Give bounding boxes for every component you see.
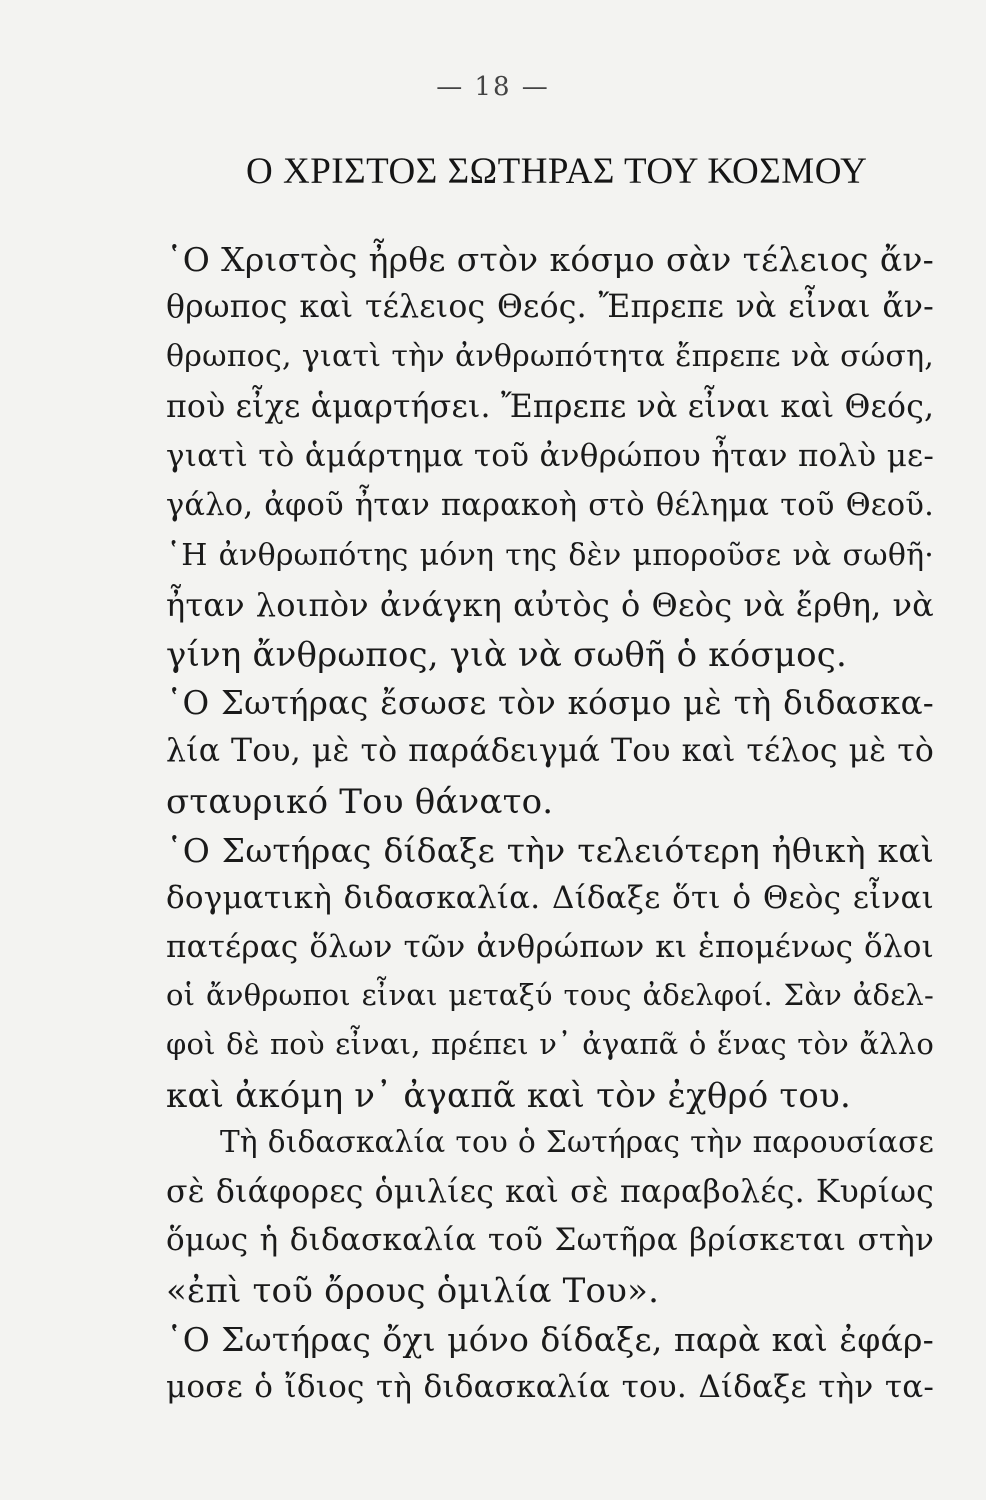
text-line: θρωπος καὶ τέλειος Θεός. Ἔπρεπε νὰ εἶναι ἄν- [166,289,934,325]
text-line: πατέρας ὅλων τῶν ἀνθρώπων κι ἑπομένως ὅλοι [166,929,934,965]
text-line: οἱ ἄνθρωποι εἶναι μεταξύ τους ἀδελφοί. Σὰν ἀδελ- [166,978,934,1012]
text-line: ὅμως ἡ διδασκαλία τοῦ Σωτῆρα βρίσκεται στὴν [166,1222,934,1258]
text-line: γίνη ἄνθρωπος, γιὰ νὰ σωθῆ ὁ κόσμος. [166,635,848,675]
text-line: ῾Ο Σωτήρας ὄχι μόνο δίδαξε, παρὰ καὶ ἐφάρ- [166,1320,934,1359]
text-line: δογματικὴ διδασκαλία. Δίδαξε ὅτι ὁ Θεὸς εἶναι [166,880,934,916]
text-line: ἦταν λοιπὸν ἀνάγκη αὐτὸς ὁ Θεὸς νὰ ἔρθη, νὰ [166,586,934,624]
text-line: ῾Ο Σωτήρας δίδαξε τὴν τελειότερη ἠθικὴ καὶ [166,831,934,870]
text-line: ῾Ο Χριστὸς ἦρθε στὸν κόσμο σὰν τέλειος ἄν- [166,240,934,279]
text-line: καὶ ἀκόμη ν᾽ ἀγαπᾶ καὶ τὸν ἐχθρό του. [166,1076,851,1116]
text-line: ῾Ο Σωτήρας ἔσωσε τὸν κόσμο μὲ τὴ διδασκα- [166,684,934,722]
text-line: σταυρικό Του θάνατο. [166,782,554,822]
text-line: φοὶ δὲ ποὺ εἶναι, πρέπει ν᾽ ἀγαπᾶ ὁ ἕνας τὸν ἄλλο [166,1027,934,1061]
chapter-title: Ο ΧΡΙΣΤΟΣ ΣΩΤΗΡΑΣ ΤΟΥ ΚΟΣΜΟΥ [246,151,868,192]
text-line: Τὴ διδασκαλία του ὁ Σωτήρας τὴν παρουσίασε [220,1125,934,1159]
page-number: — 18 — [436,72,550,102]
text-line: γιατὶ τὸ ἁμάρτημα τοῦ ἀνθρώπου ἦταν πολὺ με- [166,438,934,474]
text-line: «ἐπὶ τοῦ ὄρους ὁμιλία Του». [166,1271,660,1311]
text-line: λία Του, μὲ τὸ παράδειγμά Του καὶ τέλος μὲ τὸ [166,733,934,769]
text-line: γάλο, ἀφοῦ ἦταν παρακοὴ στὸ θέλημα τοῦ Θεοῦ. [166,488,934,523]
text-line: μοσε ὁ ἴδιος τὴ διδασκαλία του. Δίδαξε τὴν τα- [166,1369,934,1405]
text-line: θρωπος, γιατὶ τὴν ἀνθρωπότητα ἔπρεπε νὰ σώση, [166,339,934,374]
text-line: ῾Η ἀνθρωπότης μόνη της δὲν μποροῦσε νὰ σωθῆ· [166,538,934,573]
text-line: σὲ διάφορες ὁμιλίες καὶ σὲ παραβολές. Κυρίως [166,1174,934,1210]
text-line: ποὺ εἶχε ἁμαρτήσει. Ἔπρεπε νὰ εἶναι καὶ Θεός, [166,389,935,425]
